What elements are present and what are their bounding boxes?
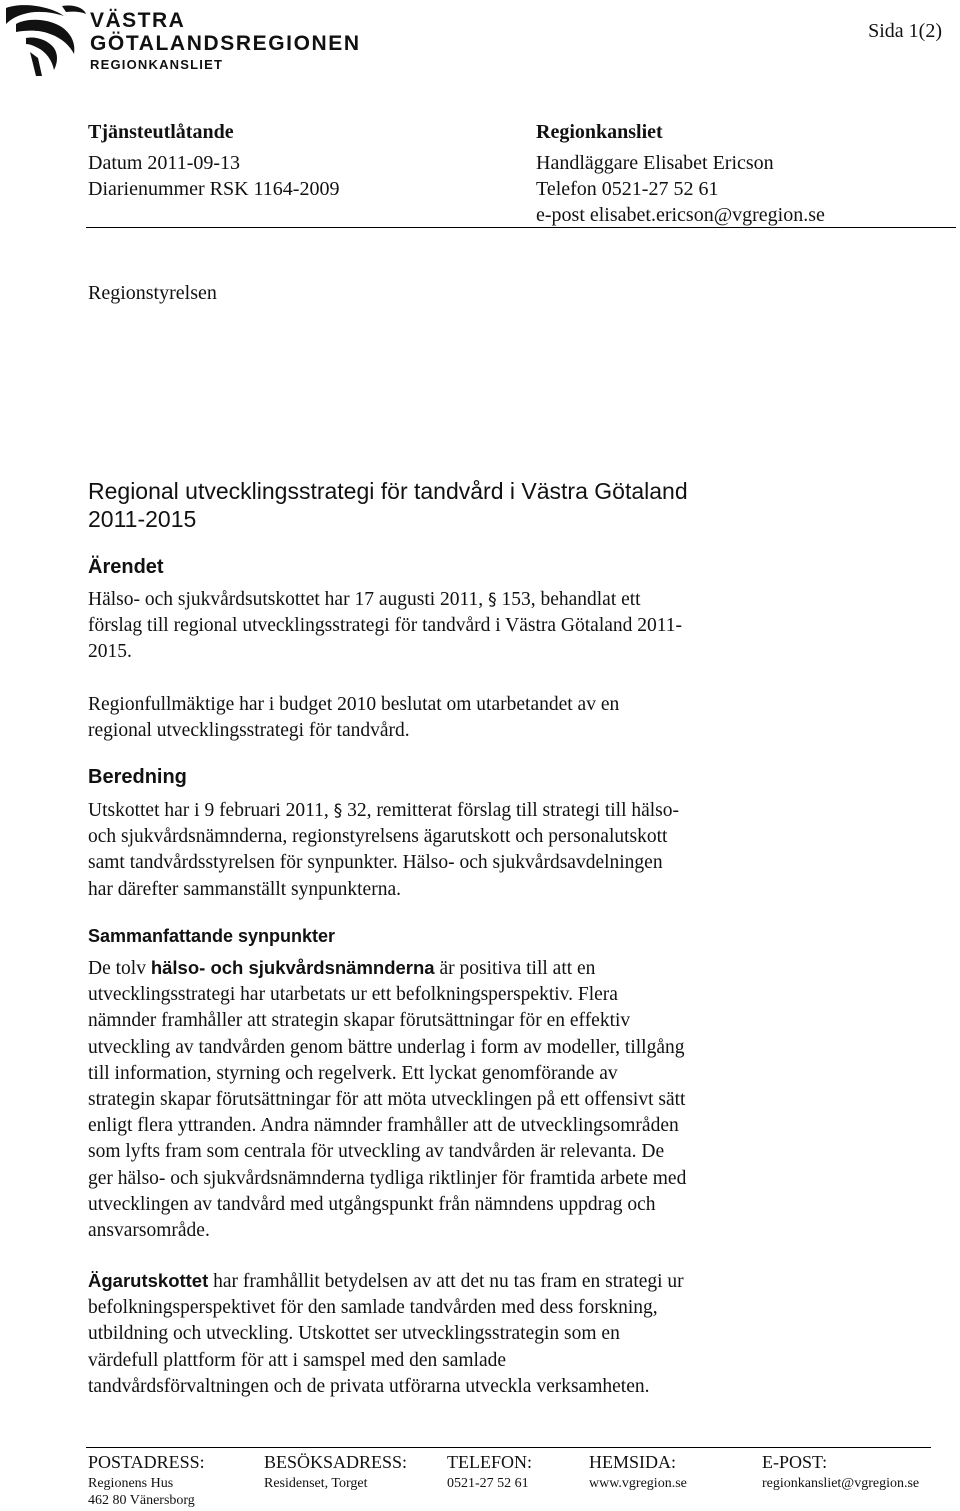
footer-divider xyxy=(86,1447,931,1448)
beredning-text: Utskottet har i 9 februari 2011, xyxy=(88,800,334,821)
paragraph-sign: § xyxy=(488,590,497,610)
beredning-paragraph xyxy=(88,798,808,903)
footer-postadress-line-2: 462 80 Vänersborg xyxy=(88,1493,195,1508)
agarutskottet-line: befolkningsperspektivet för den samlade tandvården med dess forskning, xyxy=(88,1297,658,1319)
logo-line-1: VÄSTRA xyxy=(90,9,186,32)
agarutskottet-line: utbildning och utveckling. Utskottet ser utvecklingsstrategin som en xyxy=(88,1323,620,1345)
header-divider xyxy=(86,227,956,228)
document-title-line-1: Regional utvecklingsstrategi för tandvård i Västra Götaland xyxy=(88,478,688,504)
document-type: Tjänsteutlåtande xyxy=(88,121,234,143)
arendet-line: Regionfullmäktige har i budget 2010 beslutat om utarbetandet av en xyxy=(88,694,620,715)
document-date: Datum 2011-09-13 xyxy=(88,152,241,174)
sammanfattande-line: ansvarsområde. xyxy=(88,1220,210,1242)
recipient: Regionstyrelsen xyxy=(88,282,217,304)
agarutskottet-text: har framhållit betydelsen av att det nu tas fram en strategi ur xyxy=(208,1271,684,1292)
sammanfattande-text: är positiva till att en xyxy=(434,958,596,979)
arendet-line: regional utvecklingsstrategi för tandvård. xyxy=(88,720,410,742)
agarutskottet-line: tandvårdsförvaltningen och de privata utförarna utveckla verksamheten. xyxy=(88,1375,650,1397)
logo-wordmark xyxy=(90,10,361,74)
sammanfattande-line: utveckling av tandvården genom bättre underlag i form av modeller, tillgång xyxy=(88,1036,685,1058)
arendet-paragraph-2 xyxy=(88,692,808,744)
beredning-text: 32, remitterat förslag till strategi till hälso- xyxy=(342,800,680,821)
handler-name: Handläggare Elisabet Ericson xyxy=(536,152,774,174)
footer-besok-label: BESÖKSADRESS: xyxy=(264,1452,408,1472)
beredning-line: och sjukvårdsnämnderna, regionstyrelsens ägarutskott och personalutskott xyxy=(88,826,668,848)
footer-telefon-label: TELEFON: xyxy=(447,1452,532,1472)
arendet-text: 153, behandlat ett xyxy=(496,589,641,610)
section-heading-arendet: Ärendet xyxy=(88,556,164,578)
agarutskottet-line: värdefull plattform för att i samspel med den samlade xyxy=(88,1349,507,1371)
sammanfattande-line: som lyfts fram som centrala för utveckling av tandvården är relevanta. De xyxy=(88,1141,665,1163)
section-heading-beredning: Beredning xyxy=(88,766,187,788)
sammanfattande-line: enligt flera yttranden. Andra nämnder framhåller att de utvecklingsområden xyxy=(88,1115,679,1137)
handler-email: e-post elisabet.ericson@vgregion.se xyxy=(536,204,825,226)
logo-line-3: REGIONKANSLIET xyxy=(90,57,224,72)
sammanfattande-line: nämnder framhåller att strategin skapar förutsättningar för en effektiv xyxy=(88,1010,631,1032)
footer-postadress-label: POSTADRESS: xyxy=(88,1452,205,1472)
sammanfattande-line: till information, styrning och regelverk. Ett lyckat genomförande av xyxy=(88,1062,618,1084)
arendet-line: förslag till regional utvecklingsstrategi för tandvård i Västra Götaland 2011- xyxy=(88,615,683,637)
sammanfattande-paragraph xyxy=(88,955,808,1244)
footer-hemsida-value[interactable]: www.vgregion.se xyxy=(589,1476,687,1491)
arendet-line: 2015. xyxy=(88,641,132,663)
footer-epost-value[interactable]: regionkansliet@vgregion.se xyxy=(762,1476,920,1491)
document-title-line-2: 2011-2015 xyxy=(88,506,197,532)
logo-line-2: GÖTALANDSREGIONEN xyxy=(90,32,361,55)
footer-epost-label: E-POST: xyxy=(762,1452,828,1472)
handler-phone: Telefon 0521-27 52 61 xyxy=(536,178,719,200)
arendet-paragraph-1 xyxy=(88,587,808,666)
sammanfattande-line: ger hälso- och sjukvårdsnämnderna tydliga riktlinjer för framtida arbete med xyxy=(88,1167,687,1189)
beredning-line: har därefter sammanställt synpunkterna. xyxy=(88,878,401,900)
footer-hemsida-label: HEMSIDA: xyxy=(589,1452,677,1472)
footer-postadress-line-1: Regionens Hus xyxy=(88,1476,174,1491)
sammanfattande-bold-text: hälso- och sjukvårdsnämnderna xyxy=(150,957,435,978)
agarutskottet-bold-text: Ägarutskottet xyxy=(88,1270,209,1291)
footer-telefon-value: 0521-27 52 61 xyxy=(447,1476,529,1491)
sammanfattande-line: strategin skapar förutsättningar för att möta utvecklingen på ett offensivt sätt xyxy=(88,1089,686,1111)
vgr-wave-logo-icon xyxy=(2,2,88,78)
sammanfattande-line: utvecklingsstrategi har utarbetats ur ett befolkningsperspektiv. Flera xyxy=(88,984,618,1006)
page-number: Sida 1(2) xyxy=(868,20,942,42)
arendet-text: Hälso- och sjukvårdsutskottet har 17 augusti 2011, xyxy=(88,589,489,610)
diary-number: Diarienummer RSK 1164-2009 xyxy=(88,178,340,200)
agarutskottet-paragraph xyxy=(88,1268,808,1400)
beredning-line: samt tandvårdsstyrelsen för synpunkter. Hälso- och sjukvårdsavdelningen xyxy=(88,852,663,874)
sammanfattande-text: De tolv xyxy=(88,958,151,979)
sammanfattande-line: utvecklingen av tandvård med utgångspunkt från nämndens uppdrag och xyxy=(88,1193,656,1215)
paragraph-sign: § xyxy=(333,801,343,821)
footer-besok-value: Residenset, Torget xyxy=(264,1476,368,1491)
section-heading-sammanfattande: Sammanfattande synpunkter xyxy=(88,926,336,946)
organization-name: Regionkansliet xyxy=(536,121,663,143)
